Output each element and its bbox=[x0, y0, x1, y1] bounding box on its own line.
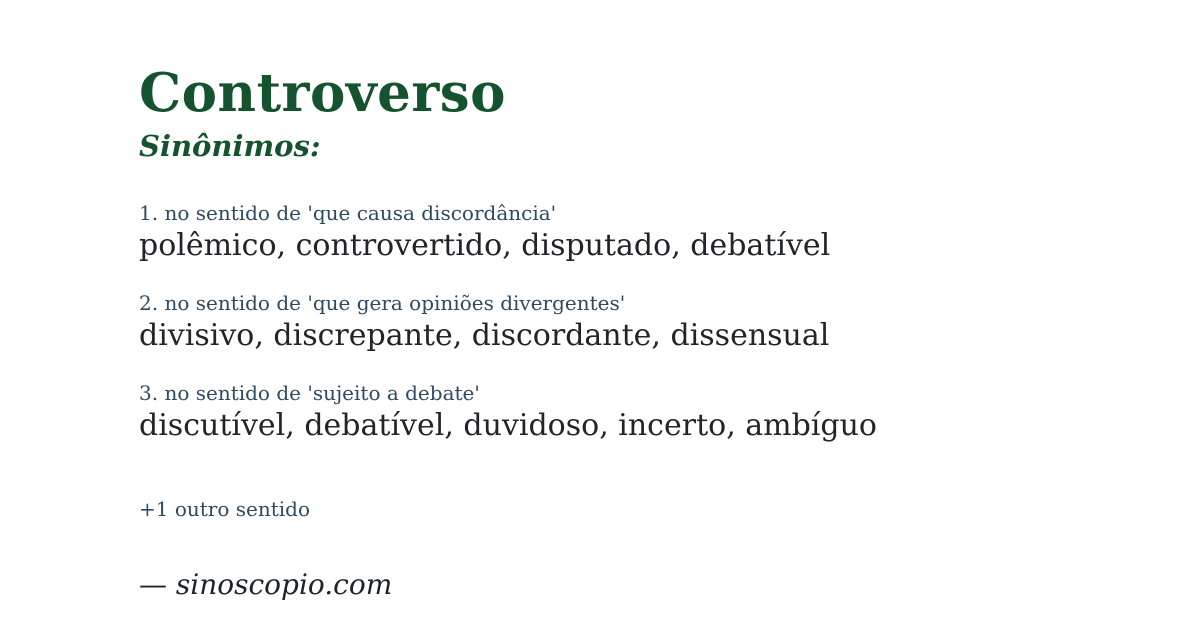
page-title: Controverso bbox=[139, 62, 506, 124]
sense-1-label: 1. no sentido de 'que causa discordância' bbox=[139, 201, 557, 226]
sense-3-label: 3. no sentido de 'sujeito a debate' bbox=[139, 381, 480, 406]
synonyms-heading: Sinônimos: bbox=[139, 129, 321, 164]
synonym-card bbox=[139, 64, 1120, 602]
sense-block-1 bbox=[139, 200, 1120, 265]
senses-list bbox=[139, 200, 1120, 445]
sense-2-synonyms: divisivo, discrepante, discordante, dissensual bbox=[139, 318, 830, 354]
sense-3-synonyms: discutível, debatível, duvidoso, incerto, ambíguo bbox=[139, 408, 877, 444]
attribution: — sinoscopio.com bbox=[139, 568, 393, 602]
sense-block-3 bbox=[139, 380, 1120, 445]
sense-2-label: 2. no sentido de 'que gera opiniões divergentes' bbox=[139, 291, 626, 316]
more-senses-link[interactable]: +1 outro sentido bbox=[139, 497, 311, 522]
sense-block-2 bbox=[139, 290, 1120, 355]
sense-1-synonyms: polêmico, controvertido, disputado, debatível bbox=[139, 228, 831, 264]
